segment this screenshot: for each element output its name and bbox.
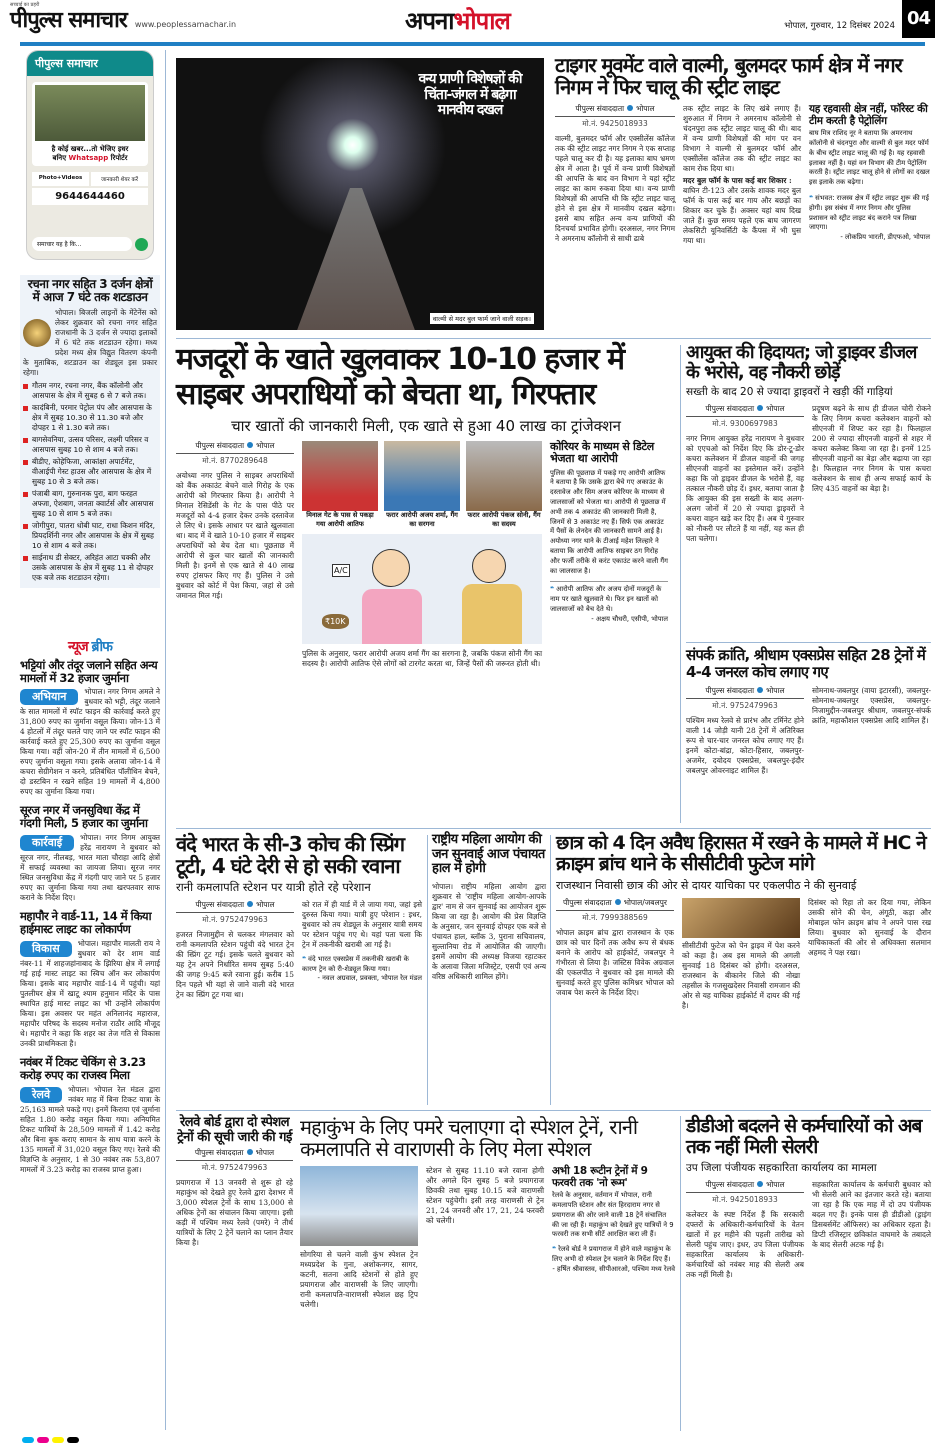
article-text: तक स्ट्रीट लाइट के लिए खंबे लगाए हैं। शुरुआत में निगम ने अमरनाथ कॉलोनी से चंदनपुरा तक स्ट्रीट लाइट चालू की थी। बाद में वन्य प्राणी विशेषज्ञों की मांग पर वन विभाग ने वाल्मी से बुलमदर फॉर्म और एक्सीलेंस कॉलेज तक की स्ट्रीट लाइट का काम रोक दिया था।: [683, 103, 801, 173]
article-text: हजरत निजामुद्दीन से चलकर मंगलवार को रानी कमलापति स्टेशन पहुंची वंदे भारत ट्रेन की स्प्रिंग टूट गई। इसके चलते बुधवार को यह ट्रेन अपने निर्धारित समय सुबह 5:40 की जगह 9:45 बजे रवाना हुई। करीब 15 दिन पहले भी यहां से जाने वाली वंदे भारत ट्रेन का स्प्रिंग टूट गया था।: [176, 929, 294, 999]
photo-caption: मिनाल गेट के पास से पकड़ा गया आरोपी आतिफ: [306, 511, 374, 528]
cyber-story: [176, 343, 676, 669]
accused-photo: [466, 441, 542, 511]
street-light-photo: [176, 58, 544, 330]
cartoon-label: A/C: [334, 566, 348, 575]
article-text: अयोध्या नगर पुलिस ने साइबर अपराधियों को बैंक अकाउंट बेचने वाले गिरोह के एक आरोपी को गिरफ्तार किया है। आरोपी ने मिनाल रेसिडेंसी के गेट के पास पीठे पर मजदूरों को 4-4 हजार देकर उनके दस्तावेज ले लिए थे। इसके आधार पर खाते खुलवाता था। बाद में वे खाते 10-10 हजार में साइबर अपराधियों को बेच देता था। पूछताछ में आरोपी से कुल चार खातों की जानकारी मिली है। इनमें से एक खाते से 40 लाख रुपए ट्रांसफर किए गए हैं। पुलिस ने उसे बुधवार को कोर्ट में पेश किया, जहां से उसे जमानत मिल गई।: [176, 471, 294, 600]
color-registration-marks: [22, 1437, 79, 1443]
whatsapp-promo: [26, 50, 154, 260]
shutdown-list: [23, 381, 157, 583]
coaches-headline: संपर्क क्रांति, श्रीधाम एक्सप्रेस सहित 28 ट्रेनों में 4-4 जनरल कोच लगाए गए: [686, 646, 926, 681]
article-text: कलेक्टर के स्पष्ट निर्देश हैं कि सरकारी दफ्तरों के अधिकारी-कर्मचारियों के वेतन खातों में हर महीने की पहली तारीख को सेलरी पहुंच जाए। इधर, उप जिला पंजीयक सहकारिता कार्यालय के अधिकारी-कर्मचारियों को नवंबर माह की सेलरी अब तक नहीं मिली है।: [686, 1209, 804, 1279]
hc-headline: छात्र को 4 दिन अवैध हिरासत में रखने के मामले में HC ने क्राइम ब्रांच थाने के सीसीटीवी फुटेज मांगे: [556, 832, 926, 876]
vande-bharat-story: [176, 833, 422, 1000]
website-link[interactable]: www.peoplessamachar.in: [134, 20, 237, 29]
mic-icon[interactable]: [135, 238, 148, 251]
photo-caption: फरार आरोपी अजय शर्मा, गैंग का सरगना: [386, 511, 458, 528]
brief-item: [20, 1056, 160, 1175]
quote-author: - अक्षय चौधरी, एसीपी, भोपाल: [591, 614, 668, 623]
ddo-story: [686, 1116, 931, 1280]
news-brief: [20, 640, 160, 1175]
article-text: पश्चिम मध्य रेलवे से प्रारंभ और टर्मिनेट होने वाली 14 जोड़ी यानी 28 ट्रेनों में अतिरिक्त रूप से चार-चार जनरल कोच लगाए गए हैं। इनमें कोटा-बांद्रा, कोटा-हिसार, जबलपुर-अजमेर, दयोदय एक्सप्रेस, जबलपुर-इंदौर जबलपुर ओवरनाइट शामिल हैं।: [686, 715, 804, 775]
quote-icon: ❝: [809, 194, 813, 203]
message-input[interactable]: समाचार यह है कि...: [32, 237, 132, 251]
article-text: बाघिन टी-123 और उसके शावक मदर बुल फॉर्म के पास कई बार गाय और बछड़ों का शिकार कर चुके हैं। अक्सर यहां बाघ दिख जाते हैं। कुछ समय पहले एक बाघ जागरण लेकसिटी यूनिवर्सिटी के कैंपस में भी घुस गया था।: [683, 185, 801, 245]
photo-overlay-text: वन्य प्राणी विशेषज्ञों की चिंता-जंगल में बढ़ेगा मानवीय दखल: [418, 71, 522, 119]
list-item: बीडीए, कोहेफिजा, आकांक्षा अपार्टमेंट, वीआईपी गेस्ट हाउस और आसपास के क्षेत्र में सुबह 10 से 3 बजे तक।: [23, 457, 157, 487]
shutdown-story: [20, 275, 160, 588]
mahila-headline: राष्ट्रीय महिला आयोग की जन सुनवाई आज पंचायत हाल में होगी: [432, 832, 545, 877]
brief-tag: रेलवे: [20, 1087, 62, 1103]
reporter-mobile: मो.नं. 7999388569: [582, 912, 648, 922]
accused-photo: [302, 441, 378, 511]
quote-block: ❝ रेलवे बोर्ड ने प्रयागराज में होने वाले महाकुंभ के लिए अभी दो स्पेशल ट्रेन चलाने के निर्देश दिए हैं।: [552, 1245, 671, 1264]
bulb-icon: [23, 319, 51, 347]
diesel-subheadline: सख्ती के बाद 20 से ज्यादा ड्राइवरों ने खड़ी कीं गाड़ियां: [686, 386, 893, 399]
article-text: सहकारिता कार्यालय के कर्मचारी बुधवार को भी सेलरी आने का इंतजार करते रहे। बताया जा रहा है कि एक माह में दो उप पंजीयक बदल गए हैं। इनके पास ही डीडीओ (ड्राइंग डिसबर्समेंट ऑफिसर) का अधिकार रहता है। डिप्टी रजिस्ट्रार छविकांत वाघमारे के तबादले के बाद सेलरी अटक गई है।: [812, 1179, 931, 1249]
list-item: गौतम नगर, रचना नगर, बैंक कॉलोनी और आसपास के क्षेत्र में सुबह 6 से 7 बजे तक।: [23, 381, 157, 401]
cyber-subheadline: चार खातों की जानकारी मिली, एक खाते से हुआ 40 लाख का ट्रांजेक्शन: [231, 417, 621, 435]
brief-text: भोपाल। नगर निगम आयुक्त हरेंद्र नारायण ने बुधवार को सूरज नगर, नीलबड़, भारत माता चौराहा आदि क्षेत्रों में सफाई व्यवस्था का जायजा लिया। सूरज नगर स्थित जनसुविधा केंद्र में गंदगी पाए जाने पर 5 हजार रुपए का जुर्माना किया गया तथा खरपतवार साफ कराने के निर्देश दिए।: [20, 833, 160, 903]
side-text: पुलिस की पूछताछ में पकड़े गए आरोपी आतिफ ने बताया है कि उसके द्वारा बेचे गए अकाउंट के दस्तावेज और सिम अजय कोरियर के माध्यम से जालसाजों को भेजता था। आरोपी से पूछताछ में अभी तक 4 अकाउंट की जानकारी मिली है, जिनमें से 3 अकाउंट नए हैं। सिर्फ एक अकाउंट में पैसों के लेनदेन की जानकारी सामने आई है। अयोध्या नगर थाने के टीआई महेश लिल्हारे ने बताया कि आरोपी आतिफ साइबर ठग गिरोह और फर्जी तरीके से करंट एकाउंट करने वाली गैंग का जालसाज है।: [550, 468, 668, 575]
brief-item: [20, 910, 160, 1049]
list-item: जोगीपुरा, पातरा धोबी घाट, राधा किशन मंदिर, प्रियदर्शिनी नगर और आसपास के क्षेत्र में सुबह 10 से शाम 4 बजे तक।: [23, 521, 157, 551]
article-text: सीसीटीवी फुटेज को पेन ड्राइव में पेश करने को कहा है। अब इस मामले की अगली सुनवाई 18 दिसंबर को होगी। दरअसल, राजस्थान के बीकानेर जिले की नोखा तहसील के गजसुखदेसर निवासी रामजान की ओर से यह याचिका हाईकोर्ट में दायर की गई है।: [682, 940, 800, 1010]
brief-title: नवंबर में टिकट चेकिंग से 3.23 करोड़ रुपए का राजस्व मिला: [20, 1054, 146, 1082]
kumbh-story: [300, 1116, 675, 1310]
cartoon-illustration: [302, 534, 542, 644]
accused-photo: [384, 441, 460, 511]
promo-line1: है कोई खबर...तो भेजिए इधर: [51, 145, 129, 153]
article-text: वाल्मी, बुलमदर फॉर्म और एक्सीलेंस कॉलेज तक की स्ट्रीट लाइट नगर निगम ने एक सप्ताह पहले चालू कर दी है। यह इलाका बाघ भ्रमण क्षेत्र में आता है। पूर्व में वन्य प्राणी विशेषज्ञों की आपत्ति के बाद वन विभाग ने यहां स्ट्रीट लाइट का काम रुकवा दिया था। वन्य प्राणी विशेषज्ञों की आपत्ति थी कि स्ट्रीट लाइट चालू होने से इस क्षेत्र में मानवीय दखल बढ़ेगा। इससे बाघ सहित अन्य वन्य प्राणियों की दिनचर्या प्रभावित होगी। दरअसल, नगर निगम ने अमरनाथ कॉलोनी से साथी ढाबे: [555, 133, 675, 243]
mahila-aayog-story: [432, 833, 546, 982]
masthead: [10, 2, 935, 44]
header-rule: [20, 42, 925, 46]
box-headline: अभी 18 रूटीन ट्रेनों में 9 फरवरी तक 'नो रूम': [552, 1164, 648, 1189]
coaches-story: [686, 642, 931, 776]
list-item: कादंबिनी, परमार पेट्रोल पंप और आसपास के क्षेत्र में सुबह 10.30 से 11.30 बजे और दोपहर 1 से 1.30 बजे तक।: [23, 403, 157, 433]
station-photo: [300, 1166, 418, 1246]
section-title: अपनाभोपाल: [405, 7, 510, 35]
article-text: को रात में ही यार्ड में ले जाया गया, जहां इसे दुरुस्त किया गया। यात्री हुए परेशान : इधर, बुधवार को तय शेड्यूल के अनुसार यात्री समय पर स्टेशन पहुंच गए थे। यहां पता चला कि ट्रेन में तकनीकी खराबी आ गई है।: [302, 899, 422, 949]
article-text: प्रदूषण बढ़ने के साथ ही डीजल चोरी रोकने के लिए निगम कचरा कलेक्शन वाहनों को सीएनजी में शिफ्ट कर रहा है। फिलहाल 200 से ज्यादा सीएनजी वाहनों से शहर में कचरा कलेक्ट किया जा रहा है। इनमें 125 सीएनजी वाहनों का बेड़ा और बढ़ाया जा रहा है। फिलहाल नगर निगम के पास कचरा कलेक्शन के साथ ही अन्य सफाई कार्य के लिए 435 वाहनों का बेड़ा है।: [812, 404, 931, 494]
brief-text: भोपाल। महापौर मालती राय ने बुधवार को देर शाम वार्ड नंबर-11 में शाहजहांनाबाद के झिरिया क्षेत्र में लगाई गई हाई मास्ट लाइट का स्विच ऑन कर लोकार्पण किया। इसके बाद महापौर वार्ड-14 में पहुंची। यहां पुतलीघर क्षेत्र में खाटू श्याम हनुमान मंदिर के पास स्थापित हाई मास्ट लाइट का भी उन्होंने लोकार्पण किया। इस अवसर पर महंत अनिलानंद महाराज, महापौर परिषद के सदस्य मनोज राठौर आदि मौजूद थे। महापौर ने कहा कि शहर का तेज गति से विकास उनकी प्राथमिकता है।: [20, 938, 160, 1048]
hc-story: [556, 833, 931, 1011]
byline: पीपुल्स संवाददाता भोपाल: [176, 1148, 293, 1161]
brief-tag: कार्रवाई: [20, 835, 74, 851]
byline: पीपुल्स संवाददाता भोपाल: [686, 686, 804, 699]
box-text: रेलवे के अनुसार, वर्तमान में भोपाल, रानी कमलापति स्टेशन और संत हिरदाराम नगर से प्रयागराज की ओर जाने वाली 18 ट्रेनें संचालित की जा रही हैं। महाकुंभ को देखते हुए यात्रियों ने 9 फरवरी तक सभी सीटें आरक्षित करा ली हैं।: [552, 1191, 674, 1239]
reporter-mobile: मो.नं. 9425018933: [582, 118, 648, 128]
reporter-mobile: मो.नं. 9425018933: [712, 1194, 778, 1204]
vande-headline: वंदे भारत के सी-3 कोच की स्प्रिंग टूटी, 4 घंटे देरी से हो सकी रवाना: [176, 832, 404, 879]
subhead: मदर बुल फॉर्म के पास कई बार शिकार :: [683, 175, 792, 185]
brief-tag: विकास: [20, 941, 72, 957]
kumbh-headline: महाकुंभ के लिए पमरे चलाएगा दो स्पेशल ट्रेनें, रानी कमलापति से वाराणसी के लिए मेला स्पेशल: [300, 1115, 638, 1162]
ddo-headline: डीडीओ बदलने से कर्मचारियों को अब तक नहीं मिली सेलरी: [686, 1115, 922, 1159]
kumbh-sidebar: [176, 1116, 293, 1248]
shutdown-title: रचना नगर सहित 3 दर्जन क्षेत्रों में आज 7 घंटे तक शटडाउन: [27, 277, 153, 305]
list-item: साईनाथ डी सेक्टर, अरिहंत आटा चक्की और उसके आसपास के क्षेत्र में सुबह 11 से दोपहर एक बजे तक शटडाउन रहेगा।: [23, 553, 157, 583]
byline: पीपुल्स संवाददाता भोपाल: [555, 104, 675, 117]
tagline: सच्चाई का प्रहरी: [10, 2, 40, 8]
reporter-mobile: मो.नं. 9752479963: [201, 1163, 268, 1173]
brief-title: सूरज नगर में जनसुविधा केंद्र में गंदगी मिली, 5 हजार का जुर्माना: [20, 803, 148, 831]
quote-icon: ❝: [302, 954, 306, 963]
list-item: पंजाबी बाग, गुरुनानक पुरा, बाग फरहत अफ्जा, ऐशबाग, जनता क्वार्टर्स और आसपास सुबह 10 से शाम 5 बजे तक।: [23, 489, 157, 519]
brief-title: भट्टियां और तंदूर जलाने सहित अन्य मामलों में 32 हजार जुर्माना: [20, 657, 158, 685]
article-text: दिसंबर को रिहा तो कर दिया गया, लेकिन उसकी सोने की चेन, अंगूठी, कड़ा और मोबाइल फोन क्राइम ब्रांच ने अपने पास रख लिया। बुधवार को सुनवाई के दौरान याचिकाकर्ता की ओर से अधिवक्ता सलमान अहमद ने पक्ष रखा।: [808, 897, 931, 957]
list-item: बागसेवनिया, उत्सव परिसर, लक्ष्मी परिसर व आसपास सुबह 10 से शाम 4 बजे तक।: [23, 435, 157, 455]
promo-brand: पीपुल्स समाचार: [27, 51, 153, 76]
share-info-button[interactable]: जानकारी शेयर करें: [91, 172, 148, 186]
page-number: 04: [902, 0, 935, 38]
quote-icon: ❝: [550, 585, 554, 594]
article-text: भोपाल क्राइम ब्रांच द्वारा राजस्थान के एक छात्र को चार दिनों तक अवैध रूप से बंधक बनाने के आरोप को हाईकोर्ट, जबलपुर ने गंभीरता से लिया है। जस्टिस विवेक अग्रवाल की एकलपीठ ने बुधवार को इस मामले की सुनवाई करते हुए पुलिस कमिश्नर भोपाल को जवाब पेश करने के निर्देश दिए।: [556, 927, 674, 997]
photo-videos-button[interactable]: Photo+Videos: [32, 172, 89, 186]
article-text: सोगरिया से चलने वाली कुंभ स्पेशल ट्रेन मध्यप्रदेश के गुना, अशोकनगर, सागर, कटनी, सतना आदि स्टेशनों से होते हुए प्रयागराज और वाराणसी के लिए जाएगी। रानी कमलापति-वाराणसी स्पेशल छह ट्रिप चलेगी।: [300, 1249, 418, 1309]
brief-text: भोपाल। भोपाल रेल मंडल द्वारा नवंबर माह में बिना टिकट यात्रा के 25,163 मामले पकड़े गए। इनमें किराया एवं जुर्माना सहित 1.80 करोड़ वसूल किया गया। अनियमित टिकट यात्रियों के 28,509 मामलों में 1.42 करोड़ और बिना बुक कराए सामान के साथ यात्रा करने के 135 मामलों में 31,020 वसूल किए गए। रेलवे की विज्ञप्ति के अनुसार, 1 से 30 नवंबर तक 53,807 मामलों में 3.23 करोड़ का राजस्व प्राप्त हुआ।: [20, 1084, 160, 1174]
quote-block: ❝ वंदे भारत एक्सप्रेस में तकनीकी खराबी के कारण ट्रेन को री-शेड्यूल किया गया।: [302, 954, 409, 973]
shutdown-intro: भोपाल। बिजली लाइनों के मेंटेनेंस को लेकर शुक्रवार को रचना नगर सहित राजधानी के 3 दर्जन से ज्यादा इलाकों में 6 घंटे तक शटडाउन रहेगा। मध्य प्रदेश मध्य क्षेत्र विद्युत वितरण कंपनी के मुताबिक, शटडाउन का शेड्यूल इस प्रकार रहेगा।: [23, 307, 157, 377]
diesel-story: [686, 343, 931, 544]
side-headline: यह रहवासी क्षेत्र नहीं, फॉरेस्ट की टीम करती है पेट्रोलिंग: [809, 102, 928, 127]
quote-author: - हर्षित श्रीवास्तव, सीपीआरओ, पश्चिम मध्य रेलवे: [552, 1264, 675, 1273]
article-text: सोमनाथ-जबलपुर (वाया इटारसी), जबलपुर-सोमनाथ-जबलपुर एक्सप्रेस, जबलपुर-निजामुद्दीन-जबलपुर श्रीधाम, जबलपुर-संपर्क क्रांति, महाकौशल एक्सप्रेस आदि शामिल हैं।: [812, 685, 931, 725]
reporter-mobile: मो.नं. 9752479963: [202, 914, 268, 924]
byline: पीपुल्स संवाददाता भोपाल: [176, 441, 294, 454]
gavel-photo: [682, 898, 800, 938]
quote-author: - लोकप्रिय भारती, डीएफओ, भोपाल: [840, 233, 930, 242]
article-text: पुलिस के अनुसार, फरार आरोपी अजय शर्मा गैंग का सरगना है, जबकि पंकज सोनी गैंग का सदस्य है। आरोपी आतिफ ऐसे लोगों को टारगेट करता था, जिन्हें पैसों की जरूरत होती थी।: [302, 649, 542, 668]
photo-caption: फरार आरोपी पंकज सोनी, गैंग का सदस्य: [467, 511, 541, 528]
dateline: भोपाल, गुरुवार, 12 दिसंबर 2024: [784, 21, 895, 31]
money-bag-icon: ₹10K: [322, 614, 349, 629]
brief-tag: अभियान: [20, 689, 78, 705]
tiger-story: [555, 54, 930, 246]
quote-author: - नवल अग्रवाल, प्रवक्ता, भोपाल रेल मंडल: [317, 974, 422, 983]
logo-row: [10, 9, 236, 34]
brief-text: भोपाल। नगर निगम अमले ने बुधवार को भट्टी, तंदूर जलाने के सात मामलों में स्पॉट फाइन की कार्रवाई करते हुए 31,800 रुपए का जुर्माना वसूल किया। जोन-13 में 4 होटलों में तंदूर चलते पाए जाने पर स्पॉट फाइन की कार्रवाई करते हुए 25,300 रुपए का जुर्माना वसूल किया गया। वहीं जोन-20 में तीन मामलों में 6,500 रुपए जुर्माना वसूला गया। इसके अलावा जोन-14 में कचरा सेग्रीगेशन न करने, प्रतिबंधित पॉलीथिन बेचने, दो डस्टबिन न रखने सहित 19 मामलों में 4,800 रुपए का जुर्माना किया गया।: [20, 687, 160, 797]
photo-caption: वाल्मी से मदर बुल फार्म जाने वाली सड़क।: [430, 313, 534, 324]
brief-heading: न्यूज ब्रीफ: [68, 639, 112, 655]
reporter-mobile: मो.नं. 9752479963: [712, 700, 778, 710]
promo-photo: [35, 85, 145, 141]
side-headline: कोरियर के माध्यम से डिटेल भेजता था आरोपी: [550, 440, 654, 466]
byline: पीपुल्स संवाददाता भोपाल: [686, 404, 804, 417]
byline: पीपुल्स संवाददाता भोपाल/जबलपुर: [556, 898, 674, 911]
article-text: स्टेशन से सुबह 11.10 बजे रवाना होगी और अगले दिन सुबह 5 बजे प्रयागराज छिवकी तथा सुबह 10.15 बजे वाराणसी स्टेशन पहुंचेगी। इसी तरह वाराणसी से ट्रेन 21, 24 जनवरी और 17, 21, 24 फरवरी को चलेगी।: [426, 1165, 544, 1225]
article-text: भोपाल। राष्ट्रीय महिला आयोग द्वारा शुक्रवार से 'राष्ट्रीय महिला आयोग-आपके द्वार' नाम से जन सुनवाई का आयोजन शुरू किया जा रहा है। आयोग की प्रेस विज्ञप्ति के अनुसार, जन सुनवाई दोपहर एक बजे से पंचायत हाल, ब्लॉक 3, पुराना सचिवालय, सुल्तानिया रोड में आयोजित की जाएगी। इसमें आयोग की अध्यक्ष विजया रहाटकर के अलावा जिला मजिस्ट्रेट, एसपी एवं अन्य वरिष्ठ अधिकारी शामिल होंगे।: [432, 881, 546, 981]
article-text: नगर निगम आयुक्त हरेंद्र नारायण ने बुधवार को एएचओ को निर्देश दिए कि डोर-टू-डोर कचरा कलेक्शन में डीजल वाहनों की जगह सीएनजी वाहनों का इस्तेमाल करें। उन्होंने कहा कि जो ड्राइवर डीजल के भरोसे हैं, वह तत्काल नौकरी छोड़ दें। इधर, बताया जाता है कि आयुक्त की इस सख्ती के बाद अलग-अलग जोनों में 20 से ज्यादा ड्राइवरों ने कचरा वाहन खड़े कर दिए हैं। अब ये गुरुवार को नौकरी पर लौटते हैं या नहीं, यह कल ही पता चलेगा।: [686, 434, 804, 544]
hc-subheadline: राजस्थान निवासी छात्र की ओर से दायर याचिका पर एकलपीठ ने की सुनवाई: [556, 878, 857, 892]
sidebar-headline: रेलवे बोर्ड द्वारा दो स्पेशल ट्रेनों की सूची जारी की गई: [177, 1115, 292, 1145]
vande-subheadline: रानी कमलापति स्टेशन पर यात्री होते रहे परेशान: [176, 879, 371, 894]
diesel-headline: आयुक्त की हिदायत; जो ड्राइवर डीजल के भरोसे, वह नौकरी छोड़ें: [686, 342, 917, 384]
promo-line2: बनिए Whatsapp रिपोर्टर: [52, 154, 128, 162]
byline: पीपुल्स संवाददाता भोपाल: [176, 900, 294, 913]
tiger-headline: टाइगर मूवमेंट वाले वाल्मी, बुलमदर फार्म क्षेत्र में नगर निगम ने फिर चालू की स्ट्रीट लाइट: [555, 53, 902, 100]
quote-icon: ❝: [552, 1245, 556, 1254]
paper-logo: पीपुल्स समाचार: [10, 8, 127, 33]
whatsapp-number[interactable]: 9644644460: [32, 188, 148, 205]
cyber-headline: मजदूरों के खाते खुलवाकर 10-10 हजार में साइबर अपराधियों को बेचता था, गिरफ्तार: [176, 342, 624, 412]
reporter-mobile: मो.नं. 8770289648: [202, 456, 268, 465]
article-text: प्रयागराज में 13 जनवरी से शुरू हो रहे महाकुंभ को देखते हुए रेलवे द्वारा देशभर में 3,000 स्पेशल ट्रेनों के साथ 13,000 से अधिक ट्रेनों का संचालन किया जाएगा। इसी कड़ी में पश्चिम मध्य रेलवे (पमरे) ने तीर्थ यात्रियों के लिए 2 ट्रेनें चलाने का प्लान तैयार किया है।: [176, 1178, 293, 1248]
quote-block: ❝ संभवत: राजस्व क्षेत्र में स्ट्रीट लाइट शुरू की गई होगी। इस संबंध में नगर निगम और पुलिस प्रशासन को स्ट्रीट लाइट बंद कराने पत्र लिखा जाएगा।: [809, 194, 929, 232]
quote-block: ❝ आरोपी आतिफ और अजय दोनों मजदूरों के नाम पर खाते खुलवाते थे। फिर इन खातों को जालसाजों को बेच देते थे।: [550, 581, 668, 614]
brief-item: [20, 804, 160, 903]
byline: पीपुल्स संवाददाता भोपाल: [686, 1180, 804, 1193]
brief-item: [20, 659, 160, 798]
brief-title: महापौर ने वार्ड-11, 14 में किया हाईमास्ट लाइट का लोकार्पण: [20, 909, 152, 937]
side-text: बाघ मित्र राशिद नूर ने बताया कि अमरनाथ कॉलोनी से चंदनपुरा और वाल्मी से बुल मदर फॉर्म के बीच स्ट्रीट लाइट चालू की गई है। यह रहवासी इलाका नहीं है। यहां वन विभाग की टीम पेट्रोलिंग करती है। स्ट्रीट लाइट चालू होने से लोगों का दखल इस इलाके तक बढ़ेगा।: [809, 129, 930, 187]
reporter-mobile: मो.नं. 9300697983: [712, 419, 778, 429]
ddo-subheadline: उप जिला पंजीयक सहकारिता कार्यालय का मामला: [686, 1161, 877, 1174]
